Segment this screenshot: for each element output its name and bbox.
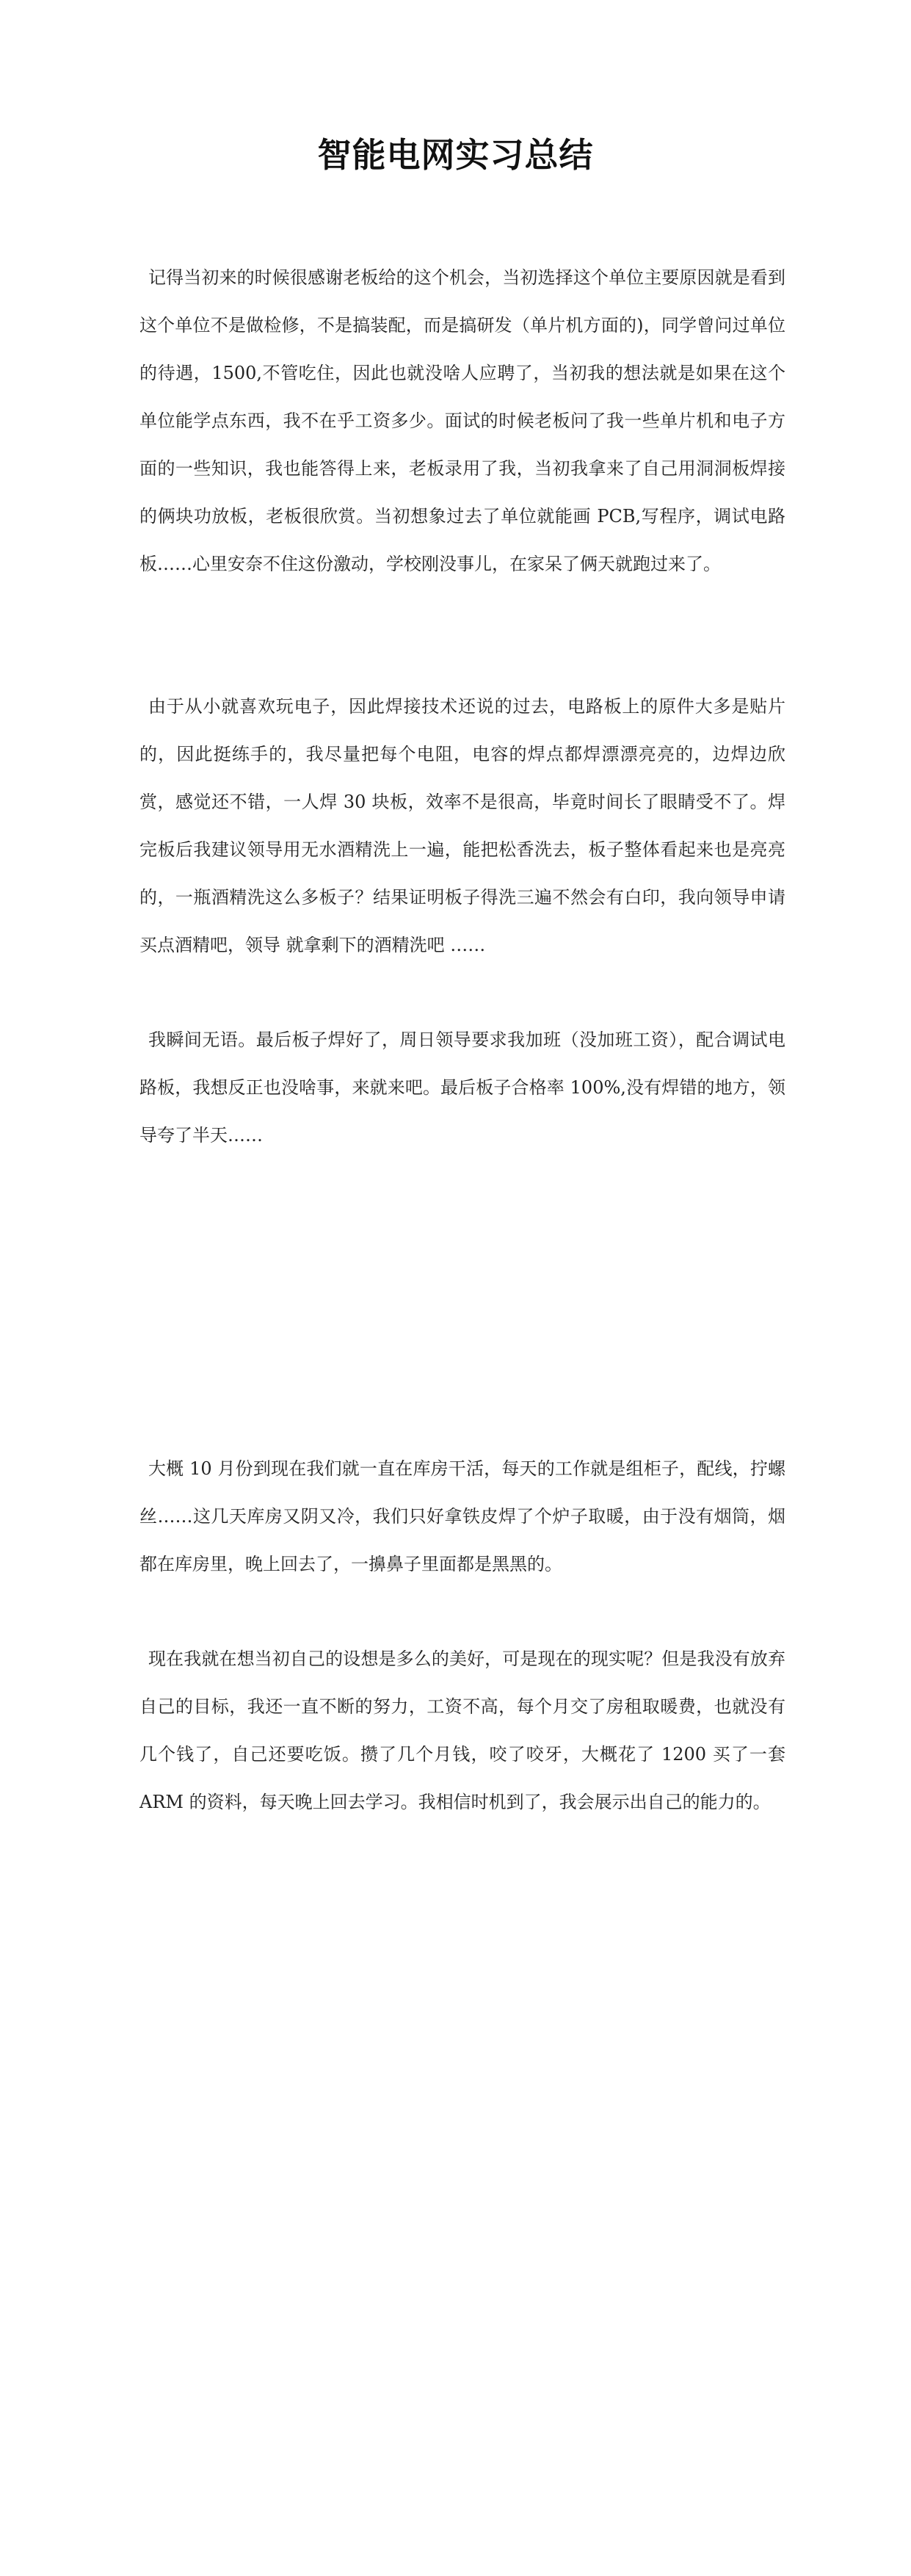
- paragraph-4: 大概 10 月份到现在我们就一直在库房干活，每天的工作就是组柜子，配线，拧螺丝……这几天库房又阴又冷，我们只好拿铁皮焊了个炉子取暖，由于没有烟筒，烟都在库房里，晚上回去了，一擤鼻子里面都是黑黑的。: [139, 1458, 785, 1574]
- document-title: 智能电网实习总结: [317, 134, 594, 175]
- paragraph-5: 现在我就在想当初自己的设想是多么的美好，可是现在的现实呢？但是我没有放弃自己的目标，我还一直不断的努力，工资不高，每个月交了房租取暖费，也就没有几个钱了，自己还要吃饭。攒了几个月钱，咬了咬牙，大概花了 1200 买了一套 ARM 的资料，每天晚上回去学习。我相信时机到了，我会展示出自己的能力的。: [139, 1649, 785, 1812]
- paragraph-2: 由于从小就喜欢玩电子，因此焊接技术还说的过去，电路板上的原件大多是贴片的，因此挺练手的，我尽量把每个电阻，电容的焊点都焊漂漂亮亮的，边焊边欣赏，感觉还不错，一人焊 30 块板，效率不是很高，毕竟时间长了眼睛受不了。焊完板后我建议领导用无水酒精洗上一遍，能把松香洗去，板子整体看起来也是亮亮的，一瓶酒精洗这么多板子？结果证明板子得洗三遍不然会有白印，我向领导申请买点酒精吧，领导 就拿剩下的酒精洗吧 ……: [139, 696, 785, 955]
- paragraph-1: 记得当初来的时候很感谢老板给的这个机会，当初选择这个单位主要原因就是看到这个单位不是做检修，不是搞装配，而是搞研发（单片机方面的)，同学曾问过单位的待遇，1500,不管吃住，因此也就没啥人应聘了，当初我的想法就是如果在这个单位能学点东西，我不在乎工资多少。面试的时候老板问了我一些单片机和电子方面的一些知识，我也能答得上来，老板录用了我，当初我拿来了自己用洞洞板焊接的俩块功放板，老板很欣赏。当初想象过去了单位就能画 PCB,写程序，调试电路板……心里安奈不住这份激动，学校刚没事儿，在家呆了俩天就跑过来了。: [139, 267, 785, 574]
- paragraph-3: 我瞬间无语。最后板子焊好了，周日领导要求我加班（没加班工资），配合调试电路板，我想反正也没啥事，来就来吧。最后板子合格率 100%,没有焊错的地方，领导夸了半天……: [139, 1030, 785, 1146]
